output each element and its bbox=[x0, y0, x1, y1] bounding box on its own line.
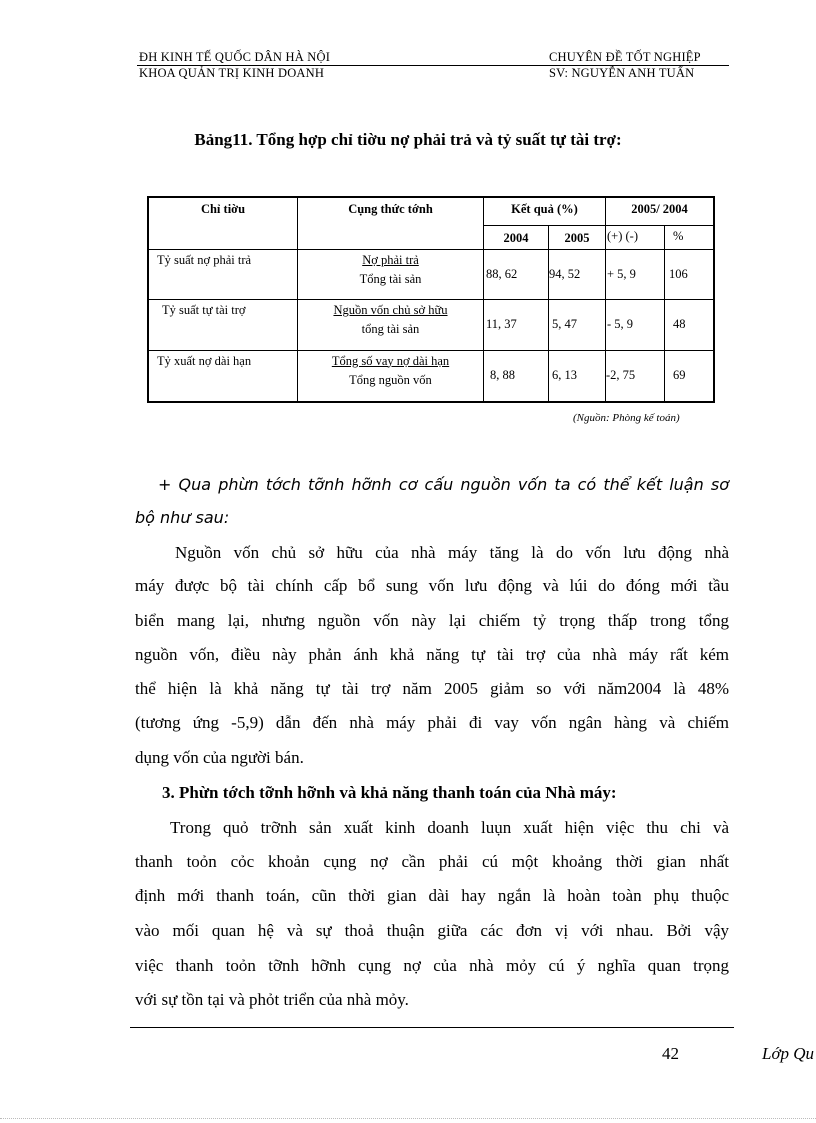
footer-rule bbox=[130, 1027, 734, 1028]
paragraph-line: Trong quỏ trỡnh sản xuất kinh doanh luụn xuất hiện việc thu chi và bbox=[170, 818, 729, 837]
header-rule bbox=[137, 65, 729, 66]
row-diff: + 5, 9 bbox=[606, 249, 665, 299]
paragraph-line: biển mang lại, nhưng nguồn vốn này lại chiếm tỷ trọng thấp trong tổng bbox=[135, 611, 729, 630]
section-heading: 3. Phừn tớch tỡnh hỡnh và khả năng thanh toán của Nhà máy: bbox=[162, 783, 617, 802]
page-number: 42 bbox=[662, 1044, 679, 1063]
header-faculty: KHOA QUẢN TRỊ KINH DOANH bbox=[139, 66, 325, 80]
paragraph-line: việc thanh toỏn tỡnh hỡnh cụng nợ của nhà mỏy cú ý nghĩa quan trọng bbox=[135, 956, 729, 975]
row-value-2004: 11, 37 bbox=[484, 299, 549, 350]
header-cell-compare: 2005/ 2004 bbox=[606, 197, 715, 225]
footer-class-label: Lớp Qu bbox=[762, 1044, 815, 1063]
header-cell-congthuc: Cụng thức tớnh bbox=[298, 197, 484, 249]
paragraph-line: thanh toỏn cỏc khoản cụng nợ cần phải cú một khoảng thời gian nhất bbox=[135, 852, 729, 871]
paragraph-line: định mới thanh toán, cũn thời gian dài hay ngắn là hoàn toàn phụ thuộc bbox=[135, 886, 729, 905]
header-thesis-type: CHUYÊN ĐỀ TỐT NGHIỆP bbox=[549, 50, 701, 64]
row-formula: Nợ phải trả Tổng tài sản bbox=[298, 249, 484, 299]
subheader-2004: 2004 bbox=[484, 225, 549, 249]
paragraph-line: bộ như sau: bbox=[135, 508, 230, 527]
summary-table bbox=[147, 196, 715, 403]
row-pct: 48 bbox=[665, 299, 715, 350]
row-formula: Nguồn vốn chủ sở hữu tổng tài sản bbox=[298, 299, 484, 350]
row-value-2004: 8, 88 bbox=[484, 350, 549, 402]
paragraph-line: máy được bộ tài chính cấp bổ sung vốn lưu động và lúi do đóng mới tầu bbox=[135, 576, 729, 595]
table-source: (Nguồn: Phòng kế toán) bbox=[573, 412, 680, 424]
paragraph-line: thể hiện là khả năng tự tài trợ năm 2005 giảm so với năm2004 là 48% bbox=[135, 679, 729, 698]
paragraph-line: nguồn vốn, điều này phản ánh khả năng tự tài trợ của nhà máy rất kém bbox=[135, 645, 729, 664]
row-value-2004: 88, 62 bbox=[484, 249, 549, 299]
page-bottom-edge bbox=[0, 1118, 816, 1119]
table-title: Bảng11. Tổng hợp chỉ tiờu nợ phải trả và tỷ suất tự tài trợ: bbox=[194, 130, 622, 149]
subheader-pct: % bbox=[665, 225, 715, 249]
row-pct: 69 bbox=[665, 350, 715, 402]
row-name: Tỷ suất nợ phải trả bbox=[148, 249, 298, 299]
row-diff: - 5, 9 bbox=[606, 299, 665, 350]
subheader-diff: (+) (-) bbox=[606, 225, 665, 249]
row-value-2005: 6, 13 bbox=[549, 350, 606, 402]
paragraph-line: vào mối quan hệ và sự thoả thuận giữa các đơn vị với nhau. Bởi vậy bbox=[135, 921, 729, 940]
paragraph-line: (tương ứng -5,9) dẫn đến nhà máy phải đi vay vốn ngân hàng và chiếm bbox=[135, 713, 729, 732]
table-row bbox=[148, 299, 714, 350]
row-diff: -2, 75 bbox=[606, 350, 665, 402]
header-cell-ketqua: Kết quả (%) bbox=[484, 197, 606, 225]
paragraph-line: + Qua phừn tớch tỡnh hỡnh cơ cấu nguồn vốn ta có thể kết luận sơ bbox=[158, 475, 729, 494]
paragraph-line: với sự tồn tại và phỏt triển của nhà mỏy. bbox=[135, 990, 409, 1009]
row-pct: 106 bbox=[665, 249, 715, 299]
paragraph-line: Nguồn vốn chủ sở hữu của nhà máy tăng là do vốn lưu động nhà bbox=[175, 543, 729, 562]
row-name: Tỷ xuất nợ dài hạn bbox=[148, 350, 298, 402]
row-formula: Tổng số vay nợ dài hạn Tổng nguồn vốn bbox=[298, 350, 484, 402]
row-value-2005: 5, 47 bbox=[549, 299, 606, 350]
row-value-2005: 94, 52 bbox=[549, 249, 606, 299]
header-cell-chitieu: Chỉ tiờu bbox=[148, 197, 298, 249]
paragraph-line: dụng vốn của người bán. bbox=[135, 748, 304, 767]
table-row bbox=[148, 350, 714, 402]
row-name: Tỷ suất tự tài trợ bbox=[148, 299, 298, 350]
header-student: SV: NGUYỄN ANH TUẤN bbox=[549, 66, 695, 80]
table-row bbox=[148, 249, 714, 299]
header-university: ĐH KINH TẾ QUỐC DÂN HÀ NỘI bbox=[139, 50, 331, 64]
subheader-2005: 2005 bbox=[549, 225, 606, 249]
